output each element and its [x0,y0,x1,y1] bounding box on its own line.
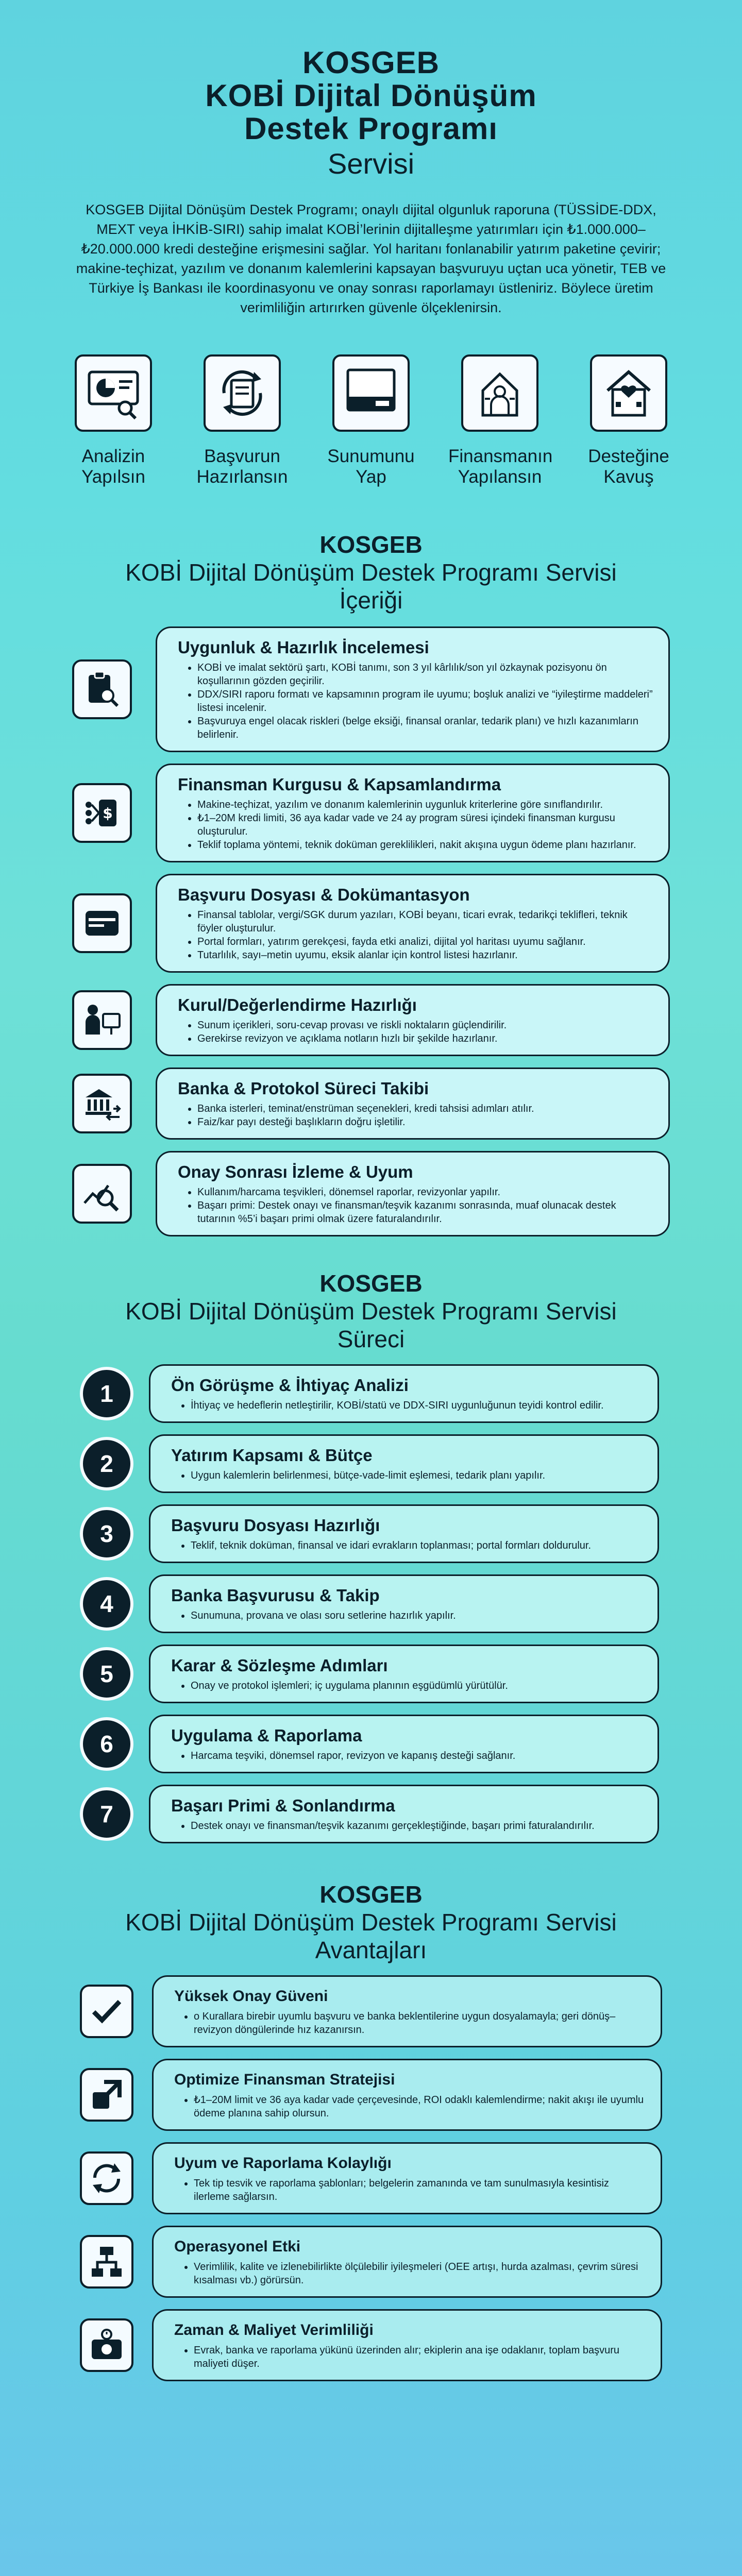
content-card-row [72,626,670,752]
page-title [0,0,742,180]
benefit-card: Zaman & Maliyet Verimliliği • Evrak, banka ve raporlama yükünü üzerinden alır; ekiplerin ana işe odaklanır, toplam başvuru maliyeti düşer. [152,2309,662,2381]
step-number: 3 [80,1507,133,1561]
bank-transfer-icon [72,1074,132,1133]
finance-flow-icon [72,783,132,843]
step-number: 4 [80,1577,133,1631]
document-folder-icon [72,893,132,953]
benefit-card: Yüksek Onay Güveni • o Kurallara birebir uyumlu başvuru ve banka beklentilerine uygun dosyalamayla; geri dönüş–revizyon döngülerinde hız kazanırsın. [152,1975,662,2047]
step-card: Karar & Sözleşme Adımları • Onay ve protokol işlemleri; iç uygulama planının eşgüdümlü yürütülür. [149,1645,659,1703]
content-section-title: KOSGEB KOBİ Dijital Dönüşüm Destek Programı Servisi İçeriği [125,531,617,614]
step-number: 5 [80,1647,133,1701]
benefit-item [80,2059,662,2131]
title-line-1: KOSGEB [302,45,440,80]
intro-paragraph: KOSGEB Dijital Dönüşüm Destek Programı; onaylı dijital olgunluk raporuna (TÜSSİDE-DDX, MEXT veya İHKİB-SIRI) sahip imalat KOBİ’lerinin dijitalleşme yatırımları için ₺1.000.000–₺20.000.000 kredi desteğine erişmesini sağlar. Yol haritanı fonlanabilir yatırım paketine çevirir; makine-teçhizat, yazılım ve donanım kalemlerini kapsayan başvuruyu uçtan uca yönetir, TEB ve Türkiye İş Bankası ile koordinasyonu ve onay sonrası raporlamayı üstleniriz. Böylece üretim verimliliğin artırırken güvenle ölçeklenirsin. [76,202,666,315]
step-card: Ön Görüşme & İhtiyaç Analizi • İhtiyaç ve hedeflerin netleştirilir, KOBİ/statü ve DDX-SIRI uygunluğunun teyidi kontrol edilir. [149,1364,659,1423]
step-number: 6 [80,1717,133,1771]
hero [0,0,742,317]
strategy-icon [80,2068,133,2122]
benefit-item [80,2309,662,2381]
feature-label: Desteğine Kavuş [588,446,669,487]
content-card-row [72,764,670,862]
process-step [80,1645,662,1703]
process-step [80,1364,662,1423]
feature-label: Finansmanın Yapılansın [448,446,553,487]
approval-check-icon [80,1985,133,2038]
content-card-row [72,1067,670,1140]
step-number: 2 [80,1437,133,1490]
feature-label: Sunumunu Yap [327,446,415,487]
title-line-3: Destek Programı [244,111,498,146]
benefit-card: Operasyonel Etki • Verimlilik, kalite ve izlenebilirlikte ölçülebilir iyileşmeleri (OEE artışı, hurda azalması, çevrim süresi kısalması vb.) görürsün. [152,2226,662,2298]
benefit-item [80,2142,662,2214]
svg-text:$: $ [103,805,113,822]
clipboard-search-icon [72,659,132,719]
title-line-2: KOBİ Dijital Dönüşüm [205,78,537,113]
chart-search-icon [72,1164,132,1224]
process-step [80,1434,662,1493]
content-card-row [72,1151,670,1236]
finance-building-icon [461,354,538,432]
feature-label: Başvurun Hazırlansın [196,446,288,487]
step-number: 1 [80,1367,133,1420]
process-step [80,1504,662,1563]
feature-icons-row [62,354,680,487]
feature-item [62,354,165,487]
sync-icon [80,2151,133,2205]
refresh-doc-icon [204,354,281,432]
process-step [80,1785,662,1843]
feature-item [448,354,551,487]
time-cost-icon [80,2318,133,2372]
content-card-row [72,874,670,973]
content-cards [72,626,670,1236]
support-house-icon [590,354,667,432]
feature-item [577,354,680,487]
content-card: Kurul/Değerlendirme Hazırlığı • Sunum içerikleri, soru-cevap provası ve riskli noktaların güçlendirilir. • Gerekirse revizyon ve açıklama notların hızlı bir şekilde hazırlanır. [156,984,670,1056]
process-step [80,1574,662,1633]
content-card: Uygunluk & Hazırlık İncelemesi • KOBİ ve imalat sektörü şartı, KOBİ tanımı, son 3 yıl kârlılık/son yıl özkaynak pozisyonu ön koşullarının gözden geçirilir. • DDX/SIRI raporu formatı ve kapsamının program ile uyumu; boşluk analizi ve “iyileştirme maddeleri” listesi incelenir. • Başvuruya engel olacak riskleri (belge eksiği, finansal oranlar, tedarik planı) ve hızlı kazanımların belirlenir. [156,626,670,752]
process-steps [80,1364,662,1843]
content-card: Başvuru Dosyası & Dokümantasyon • Finansal tablolar, vergi/SGK durum yazıları, KOBİ beyanı, ticari evrak, tedarikçi teklifleri, teknik föyler oluşturulur. • Portal formları, yatırım gerekçesi, fayda etki analizi, dijital yol haritası uyumu sağlanır. • Tutarlılık, sayı–metin uyumu, eksik alanlar için kontrol listesi hazırlanır. [156,874,670,973]
content-card: Onay Sonrası İzleme & Uyum • Kullanım/harcama teşvikleri, dönemsel raporlar, revizyonlar yapılır. • Başarı primi: Destek onayı ve finansman/teşvik kazanımı sonrasında, muaf olunacak destek tutarının %5’i başarı primi olmak üzere faturalandırılır. [156,1151,670,1236]
step-card: Yatırım Kapsamı & Bütçe • Uygun kalemlerin belirlenmesi, bütçe-vade-limit eşlemesi, tedarik planı yapılır. [149,1434,659,1493]
title-line-4: Servisi [327,147,415,180]
step-number: 7 [80,1787,133,1841]
step-card: Başvuru Dosyası Hazırlığı • Teklif, teknik doküman, finansal ve idari evrakların toplanması; portal formları doldurulur. [149,1504,659,1563]
step-card: Uygulama & Raporlama • Harcama teşviki, dönemsel rapor, revizyon ve kapanış desteği sağlanır. [149,1715,659,1773]
analysis-icon [75,354,152,432]
content-card: Banka & Protokol Süreci Takibi • Banka isterleri, teminat/enstrüman seçenekleri, kredi tahsisi adımları atılır. • Faiz/kar payı desteği başlıkların doğru işletilir. [156,1067,670,1140]
content-card-row [72,984,670,1056]
process-section-title: KOSGEB KOBİ Dijital Dönüşüm Destek Programı Servisi Süreci [125,1270,617,1352]
presenter-icon [72,990,132,1050]
benefit-card: Uyum ve Raporlama Kolaylığı • Tek tip tesvik ve raporlama şablonları; belgelerin zamanında ve tam sunulmasıyla kesintisiz ilerleme sağlarsın. [152,2142,662,2214]
presentation-icon [332,354,410,432]
workflow-icon [80,2235,133,2289]
benefit-item [80,1975,662,2047]
benefit-item [80,2226,662,2298]
feature-item [191,354,294,487]
content-card: Finansman Kurgusu & Kapsamlandırma • Makine-teçhizat, yazılım ve donanım kalemlerinin uygunluk kriterlerine göre sınıflandırılır. • ₺1–20M kredi limiti, 36 aya kadar vade ve 24 ay program süresi içindeki finansman kurgusu oluşturulur. • Teklif toplama yöntemi, teknik doküman gereklilikleri, nakit akışına uygun ödeme planı hazırlanır. [156,764,670,862]
process-step [80,1715,662,1773]
feature-item [319,354,423,487]
feature-label: Analizin Yapılsın [81,446,145,487]
step-card: Banka Başvurusu & Takip • Sunumuna, provana ve olası soru setlerine hazırlık yapılır. [149,1574,659,1633]
step-card: Başarı Primi & Sonlandırma • Destek onayı ve finansman/teşvik kazanımı gerçekleştiğinde, başarı primi faturalandırılır. [149,1785,659,1843]
benefit-card: Optimize Finansman Stratejisi • ₺1–20M limit ve 36 aya kadar vade çerçevesinde, ROI odaklı kalemlendirme; nakit akışı ile uyumlu ödeme planına sahip olursun. [152,2059,662,2131]
benefits-section-title: KOSGEB KOBİ Dijital Dönüşüm Destek Programı Servisi Avantajları [125,1881,617,1963]
benefits-list [80,1975,662,2381]
